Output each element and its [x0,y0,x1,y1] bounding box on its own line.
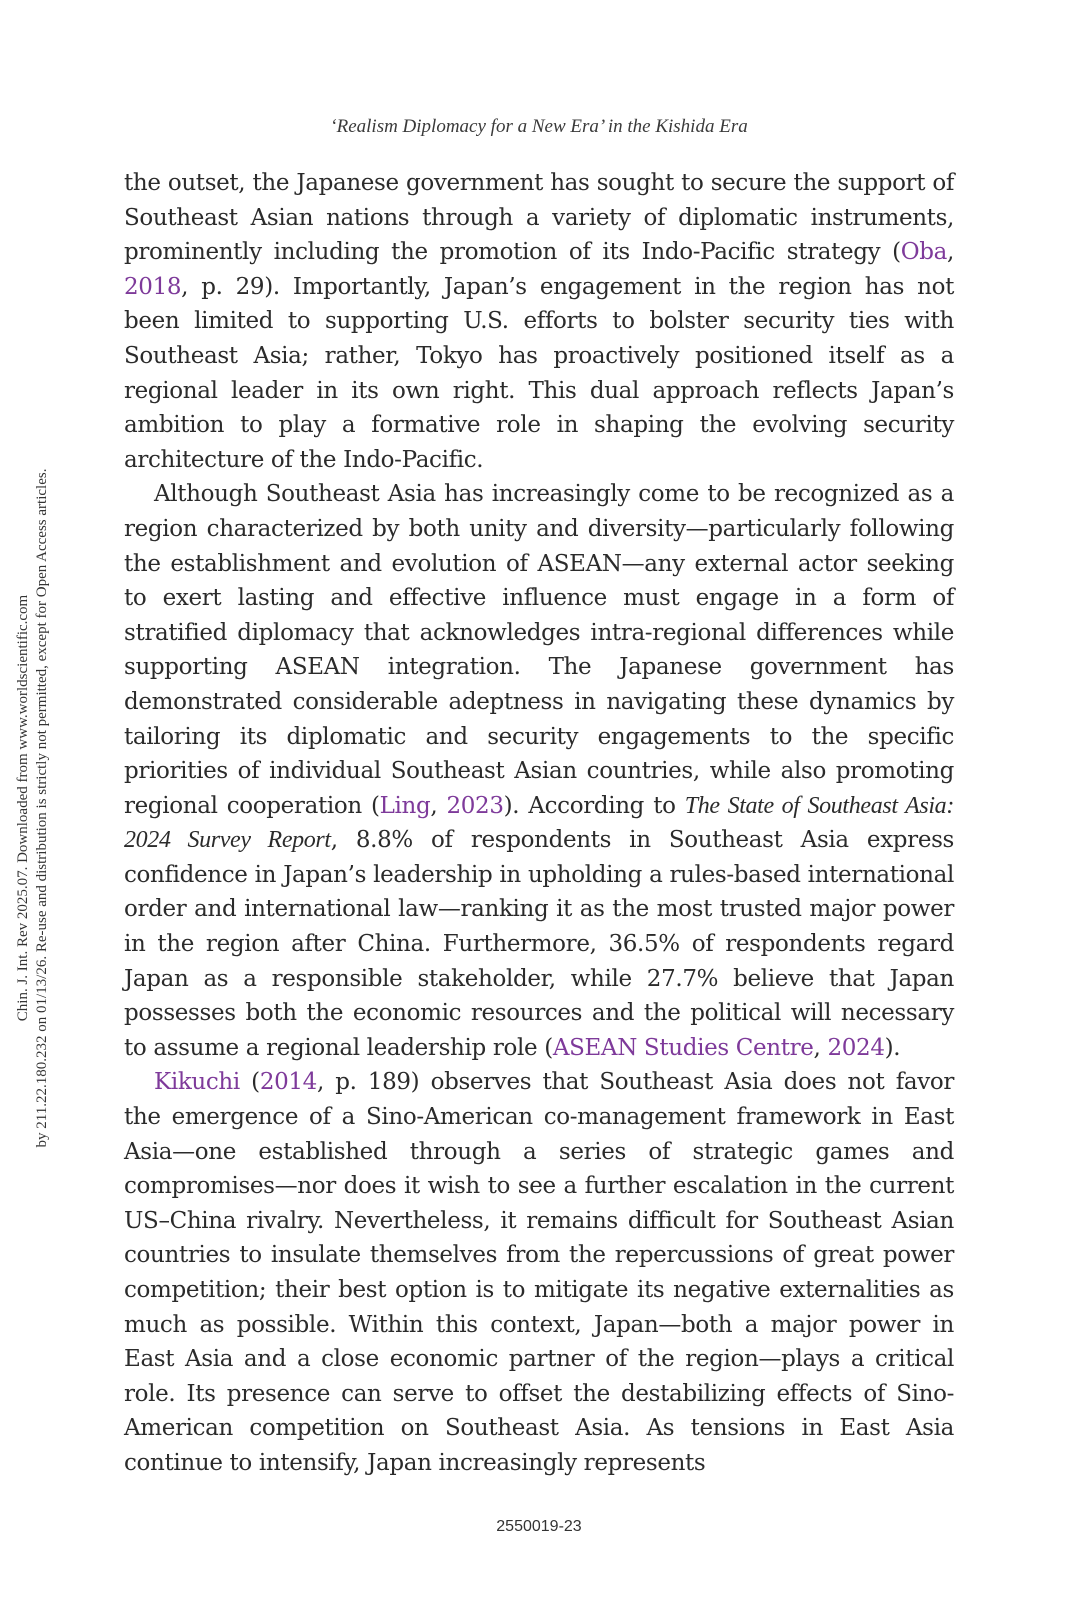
citation-link-kikuchi-2014[interactable]: 2014 [259,1069,317,1096]
text-run: , [430,792,447,819]
text-run: ). [884,1034,901,1061]
text-run: Although Southeast Asia has increasingly come to be recognized as a region characterized by both unity and diversity—particularly following the establishment and evolution of ASEAN—any external actor seeking to exert lasting and effective influence must engage in a form of stratified diplomacy that acknowledges intra-regional differences while supporting ASEAN integration. The Japanese government has demonstrated considerable adeptness in navigating these dynamics by tailoring its diplomatic and security engagements to the specific priorities of individual Southeast Asian countries, while also promoting regional cooperation ( [124,481,954,819]
report-title: The State of Southeast Asia: 2024 Survey Report [124,792,954,854]
citation-link-ling[interactable]: Ling [379,792,431,819]
paragraph-1 [124,166,954,477]
citation-link-kikuchi[interactable]: Kikuchi [154,1069,240,1096]
text-run: , p. 189) observes that Southeast Asia does not favor the emergence of a Sino-American co-management framework in East Asia—one established through a series of strategic games and compromises—nor does it wish to see a further escalation in the current US–China rivalry. Nevertheless, it remains difficult for Southeast Asian countries to insulate themselves from the repercussions of great power competition; their best option is to mitigate its negative externalities as much as possible. Within this context, Japan—both a major power in East Asia and a close economic partner of the region—plays a critical role. Its presence can serve to offset the destabilizing effects of Sino-American competition on Southeast Asia. As tensions in East Asia continue to intensify, Japan increasingly represents [124,1069,955,1476]
running-head: ‘Realism Diplomacy for a New Era’ in the Kishida Era [330,116,748,137]
text-run: , [947,239,954,266]
download-notice [14,388,52,1228]
article-body [124,166,954,1481]
page-number: 2550019-23 [496,1518,582,1535]
citation-link-asean-2024[interactable]: 2024 [827,1034,885,1061]
paragraph-2 [124,477,954,1065]
paragraph-3 [124,1065,954,1480]
citation-link-oba[interactable]: Oba [900,239,948,266]
citation-link-ling-2023[interactable]: 2023 [446,792,504,819]
citation-link-asean-studies-centre[interactable]: ASEAN Studies Centre [552,1034,814,1061]
text-run: , p. 29). Importantly, Japan’s engagement in the region has not been limited to supporting U.S. efforts to bolster security ties with Southeast Asia; rather, Tokyo has proactively positioned itself as a regional leader in its own right. This dual approach reflects Japan’s ambition to play a formative role in shaping the evolving security architecture of the Indo-Pacific. [124,273,954,473]
download-notice-line-1: Chin. J. Int. Rev 2025.07. Downloaded from www.worldscientific.com [15,594,31,1022]
text-run: ( [239,1069,260,1096]
text-run: , 8.8% of respondents in Southeast Asia express confidence in Japan’s leadership in upholding a rules-based international order and international law—ranking it as the most trusted major power in the region after China. Furthermore, 36.5% of respondents regard Japan as a responsible stakeholder, while 27.7% believe that Japan possesses both the economic resources and the political will necessary to assume a regional leadership role ( [124,827,954,1061]
text-run: ). According to [503,792,685,819]
citation-link-oba-2018[interactable]: 2018 [124,273,182,300]
download-notice-line-2: by 211.22.180.232 on 01/13/26. Re-use and distribution is strictly not permitted, except for Open Access articles. [34,468,50,1148]
text-run: the outset, the Japanese government has sought to secure the support of Southeast Asian nations through a variety of diplomatic instruments, prominently including the promotion of its Indo-Pacific strategy ( [124,170,954,266]
text-run: , [813,1034,828,1061]
